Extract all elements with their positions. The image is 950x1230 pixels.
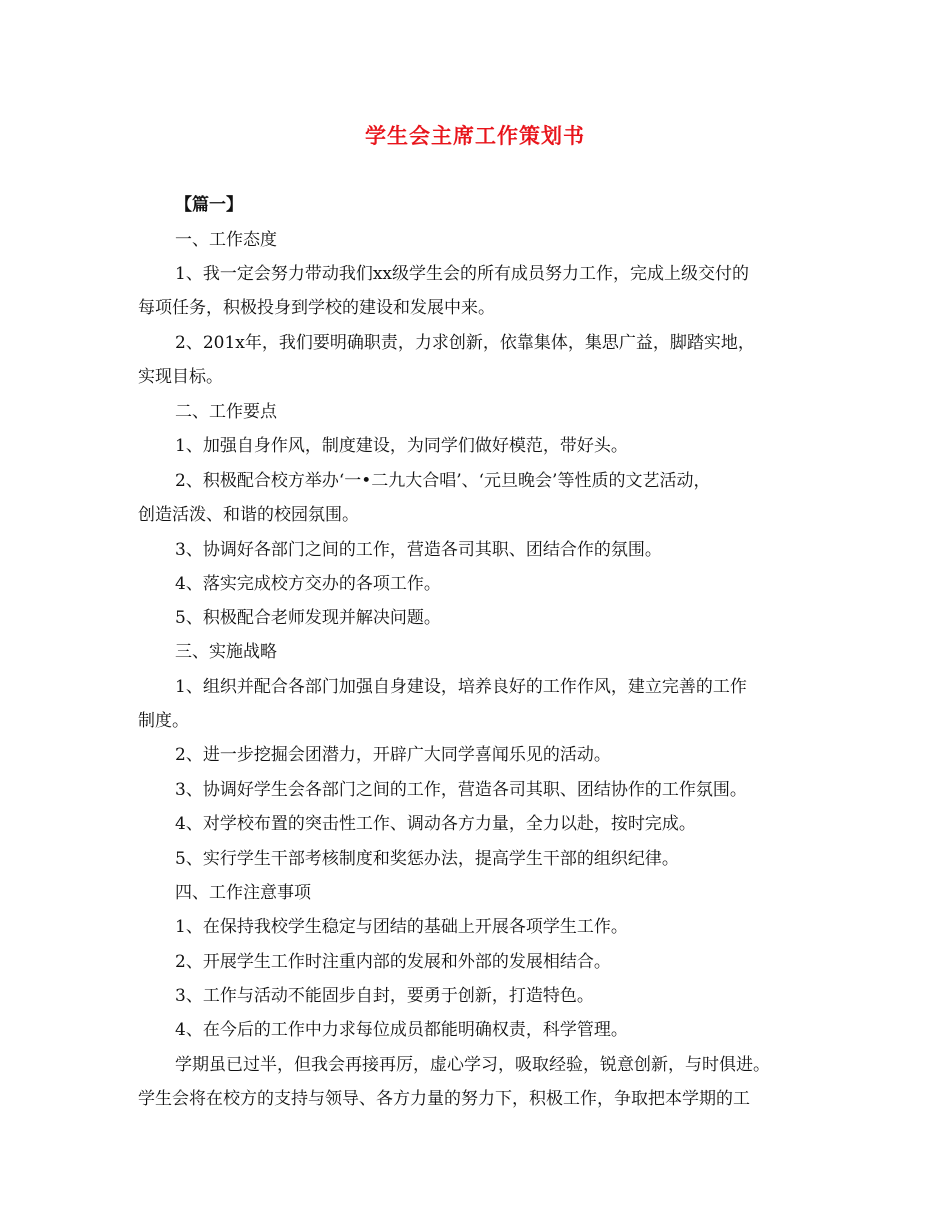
paragraph-line: 2、201x年，我们要明确职责，力求创新，依靠集体，集思广益，脚踏实地， [175,333,755,353]
paragraph-line: 1、在保持我校学生稳定与团结的基础上开展各项学生工作。 [175,917,628,937]
paragraph-line: 每项任务，积极投身到学校的建设和发展中来。 [138,298,495,318]
heading-notes: 四、工作注意事项 [175,883,311,903]
paragraph-line: 2、进一步挖掘会团潜力，开辟广大同学喜闻乐见的活动。 [175,745,611,765]
paragraph-line: 2、积极配合校方举办‘一•二九大合唱’、‘元旦晚会’等性质的文艺活动， [175,471,711,491]
paragraph-line: 3、工作与活动不能固步自封，要勇于创新，打造特色。 [175,986,594,1006]
heading-attitude: 一、工作态度 [175,230,277,250]
heading-key-points: 二、工作要点 [175,402,277,422]
section-label: 【篇一】 [175,195,243,215]
paragraph-line: 3、协调好各部门之间的工作，营造各司其职、团结合作的氛围。 [175,540,662,560]
heading-strategy: 三、实施战略 [175,642,277,662]
paragraph-line: 4、对学校布置的突击性工作、调动各方力量，全力以赴，按时完成。 [175,814,696,834]
paragraph-line: 创造活泼、和谐的校园氛围。 [138,505,359,525]
paragraph-line: 1、组织并配合各部门加强自身建设，培养良好的工作作风，建立完善的工作 [175,677,747,697]
paragraph-line: 学期虽已过半，但我会再接再厉，虚心学习，吸取经验，锐意创新，与时俱进。 [175,1055,770,1075]
paragraph-line: 实现目标。 [138,367,223,387]
paragraph-line: 4、在今后的工作中力求每位成员都能明确权责，科学管理。 [175,1020,628,1040]
paragraph-line: 3、协调好学生会各部门之间的工作，营造各司其职、团结协作的工作氛围。 [175,780,747,800]
paragraph-line: 学生会将在校方的支持与领导、各方力量的努力下，积极工作，争取把本学期的工 [138,1089,750,1109]
paragraph-line: 制度。 [138,711,189,731]
paragraph-line: 5、实行学生干部考核制度和奖惩办法，提高学生干部的组织纪律。 [175,849,679,869]
paragraph-line: 1、我一定会努力带动我们xx级学生会的所有成员努力工作，完成上级交付的 [175,264,749,284]
paragraph-line: 2、开展学生工作时注重内部的发展和外部的发展相结合。 [175,952,611,972]
document-title: 学生会主席工作策划书 [365,123,585,148]
paragraph-line: 4、落实完成校方交办的各项工作。 [175,574,441,594]
paragraph-line: 5、积极配合老师发现并解决问题。 [175,608,441,628]
paragraph-line: 1、加强自身作风，制度建设，为同学们做好模范，带好头。 [175,436,628,456]
